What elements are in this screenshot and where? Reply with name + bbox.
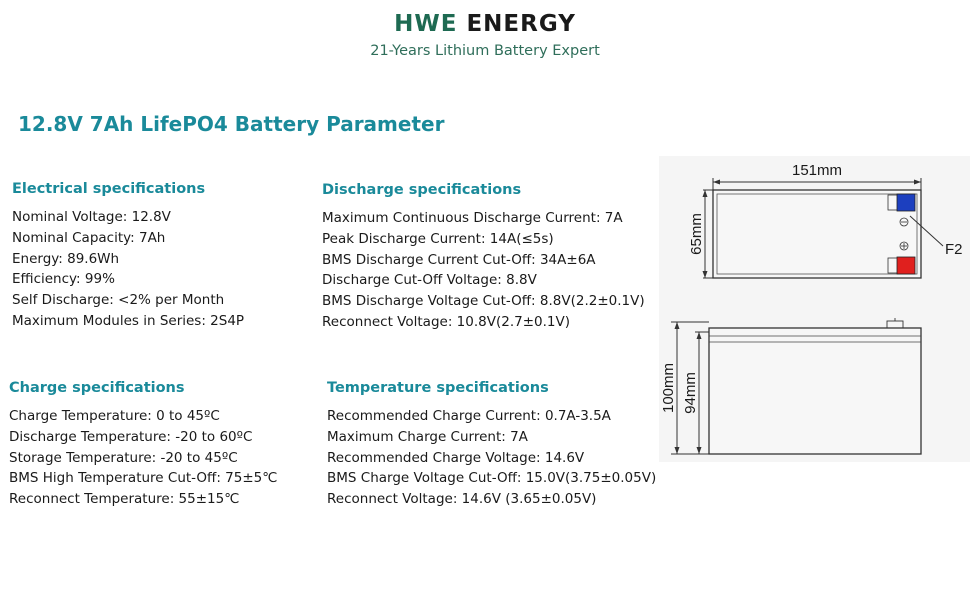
spec-item: Nominal Voltage: 12.8V (12, 209, 171, 225)
page-title: 12.8V 7Ah LifePO4 Battery Parameter (18, 112, 445, 136)
width-label: 151mm (791, 162, 843, 179)
dim-arrow (697, 447, 702, 454)
brand-logo (0, 10, 970, 38)
electrical-specs-heading: Electrical specifications (12, 181, 206, 197)
spec-item: BMS Charge Voltage Cut-Off: 15.0V(3.75±0.05V) (327, 470, 657, 487)
spec-item: Self Discharge: <2% per Month (12, 292, 225, 309)
brand-tagline: 21-Years Lithium Battery Expert (370, 43, 600, 59)
spec-item: Recommended Charge Current: 0.7A-3.5A (327, 408, 611, 424)
negative-terminal (897, 194, 915, 211)
spec-item: Reconnect Voltage: 14.6V (3.65±0.05V) (327, 491, 597, 508)
body-height-label: 94mm (682, 372, 699, 414)
side-terminal (887, 321, 903, 328)
spec-item: Maximum Modules in Series: 2S4P (12, 312, 245, 329)
brand-secondary: ENERGY (466, 11, 576, 37)
dim-arrow (675, 322, 680, 329)
temperature-specs-heading: Temperature specifications (327, 380, 549, 396)
dim-arrow (703, 190, 708, 197)
positive-terminal (897, 257, 915, 274)
dimension-drawing (659, 156, 970, 462)
discharge-specs-heading: Discharge specifications (322, 182, 522, 198)
spec-item: Storage Temperature: -20 to 45ºC (9, 449, 238, 466)
spec-item: Energy: 89.6Wh (12, 250, 120, 267)
spec-item: Discharge Temperature: -20 to 60ºC (9, 428, 253, 445)
brand-primary: HWE (394, 11, 458, 37)
dim-arrow (713, 180, 720, 185)
charge-specs-list (9, 406, 277, 510)
electrical-specs-list (12, 207, 244, 332)
dim-arrow (675, 447, 680, 454)
spec-item: BMS Discharge Current Cut-Off: 34A±6A (322, 251, 596, 268)
spec-item: Reconnect Voltage: 10.8V(2.7±0.1V) (322, 313, 570, 330)
spec-item: Discharge Cut-Off Voltage: 8.8V (322, 272, 537, 289)
temperature-specs-section (327, 380, 656, 510)
battery-top-outline (713, 190, 921, 278)
discharge-specs-list (322, 208, 645, 333)
brand-header (0, 10, 970, 59)
discharge-specs-section (322, 182, 645, 333)
total-height-label: 100mm (660, 362, 677, 414)
spec-item: BMS Discharge Voltage Cut-Off: 8.8V(2.2±0.1V) (322, 293, 645, 310)
dim-arrow (703, 271, 708, 278)
spec-item: Maximum Charge Current: 7A (327, 428, 528, 445)
dim-arrow (914, 180, 921, 185)
battery-side-outline (709, 328, 921, 454)
dim-arrow (697, 332, 702, 339)
spec-item: Reconnect Temperature: 55±15℃ (9, 491, 240, 508)
spec-item: Efficiency: 99% (12, 271, 115, 288)
terminal-type-label: F2 (945, 241, 963, 258)
spec-item: Peak Discharge Current: 14A(≤5s) (322, 230, 554, 247)
spec-item: BMS High Temperature Cut-Off: 75±5℃ (9, 470, 278, 487)
charge-specs-section (9, 380, 277, 510)
battery-dimension-diagram (659, 156, 970, 462)
spec-item: Nominal Capacity: 7Ah (12, 229, 166, 246)
temperature-specs-list (327, 406, 656, 510)
height-label: 65mm (688, 213, 705, 255)
electrical-specs-section (12, 181, 244, 332)
spec-item: Maximum Continuous Discharge Current: 7A (322, 210, 623, 226)
charge-specs-heading: Charge specifications (9, 380, 185, 396)
spec-item: Recommended Charge Voltage: 14.6V (327, 449, 585, 466)
spec-item: Charge Temperature: 0 to 45ºC (9, 408, 220, 424)
